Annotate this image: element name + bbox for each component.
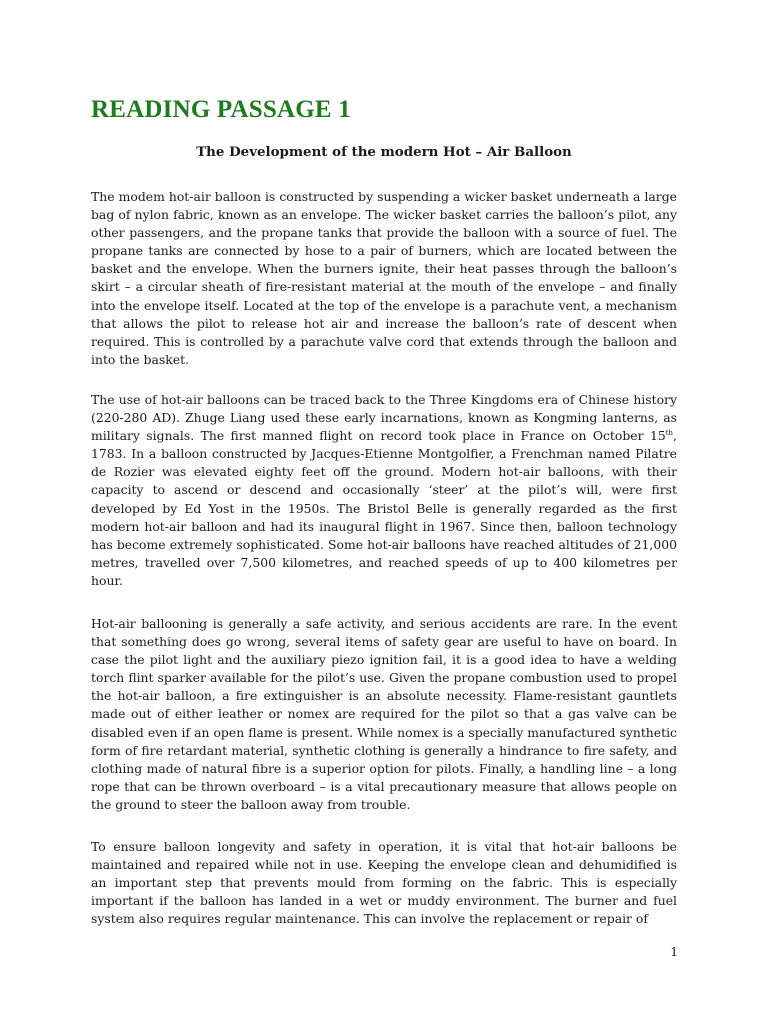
passage-title: The Development of the modern Hot – Air Balloon bbox=[196, 144, 572, 160]
paragraph-4: To ensure balloon longevity and safety in operation, it is vital that hot-air balloons be maintained and repaired while not in use. Keeping the envelope clean and dehumidified is an important step that prevents mould from forming on the fabric. This is especially important if the balloon has landed in a wet or muddy environment. The burner and fuel system also requires regular maintenance. This can involve the replacement or repair of bbox=[91, 839, 677, 927]
paragraph-3: Hot-air ballooning is generally a safe activity, and serious accidents are rare. In the event that something does go wrong, several items of safety gear are useful to have on board. In case the pilot light and the auxiliary piezo ignition fail, it is a good idea to have a welding torch flint sparker available for the pilot’s use. Given the propane combustion used to propel the hot-air balloon, a fire extinguisher is an absolute necessity. Flame-resistant gauntlets made out of either leather or nomex are required for the pilot so that a gas valve can be disabled even if an open flame is present. While nomex is a specially manufactured synthetic form of fire retardant material, synthetic clothing is generally a hindrance to fire safety, and clothing made of natural fibre is a superior option for pilots. Finally, a handling line – a long rope that can be thrown overboard – is a vital precautionary measure that allows people on the ground to steer the balloon away from trouble. bbox=[91, 616, 677, 812]
paragraph-1: The modem hot-air balloon is constructed by suspending a wicker basket underneath a large bag of nylon fabric, known as an envelope. The wicker basket carries the balloon’s pilot, any other passengers, and the propane tanks that provide the balloon with a source of fuel. The propane tanks are connected by hose to a pair of burners, which are located between the basket and the envelope. When the burners ignite, their heat passes through the balloon’s skirt – a circular sheath of fire-resistant material at the mouth of the envelope – and finally into the envelope itself. Located at the top of the envelope is a parachute vent, a mechanism that allows the pilot to release hot air and increase the balloon’s rate of descent when required. This is controlled by a parachute valve cord that extends through the balloon and into the basket. bbox=[91, 189, 677, 367]
paragraph-2-text-start: The use of hot-air balloons can be traced back to the Three Kingdoms era of Chinese history (220-280 AD). Zhuge Liang used these early incarnations, known as Kongming lanterns, as military signals. The first manned flight on record took place in France on October 15 bbox=[91, 392, 677, 444]
ordinal-suffix: th bbox=[665, 429, 674, 438]
page-number: 1 bbox=[670, 945, 678, 959]
paragraph-2 bbox=[91, 391, 677, 590]
paragraph-2-text-end: , 1783. In a balloon constructed by Jacques-Etienne Montgolfier, a Frenchman named Pilatre de Rozier was elevated eighty feet off the ground. Modern hot-air balloons, with their capacity to ascend or descend and occasionally ‘steer’ at the pilot’s will, were first developed by Ed Yost in the 1950s. The Bristol Belle is generally regarded as the first modern hot-air balloon and had its inaugural flight in 1967. Since then, balloon technology has become extremely sophisticated. Some hot-air balloons have reached altitudes of 21,000 metres, travelled over 7,500 kilometres, and reached speeds of up to 400 kilometres per hour. bbox=[91, 428, 677, 588]
passage-heading: READING PASSAGE 1 bbox=[91, 96, 351, 123]
